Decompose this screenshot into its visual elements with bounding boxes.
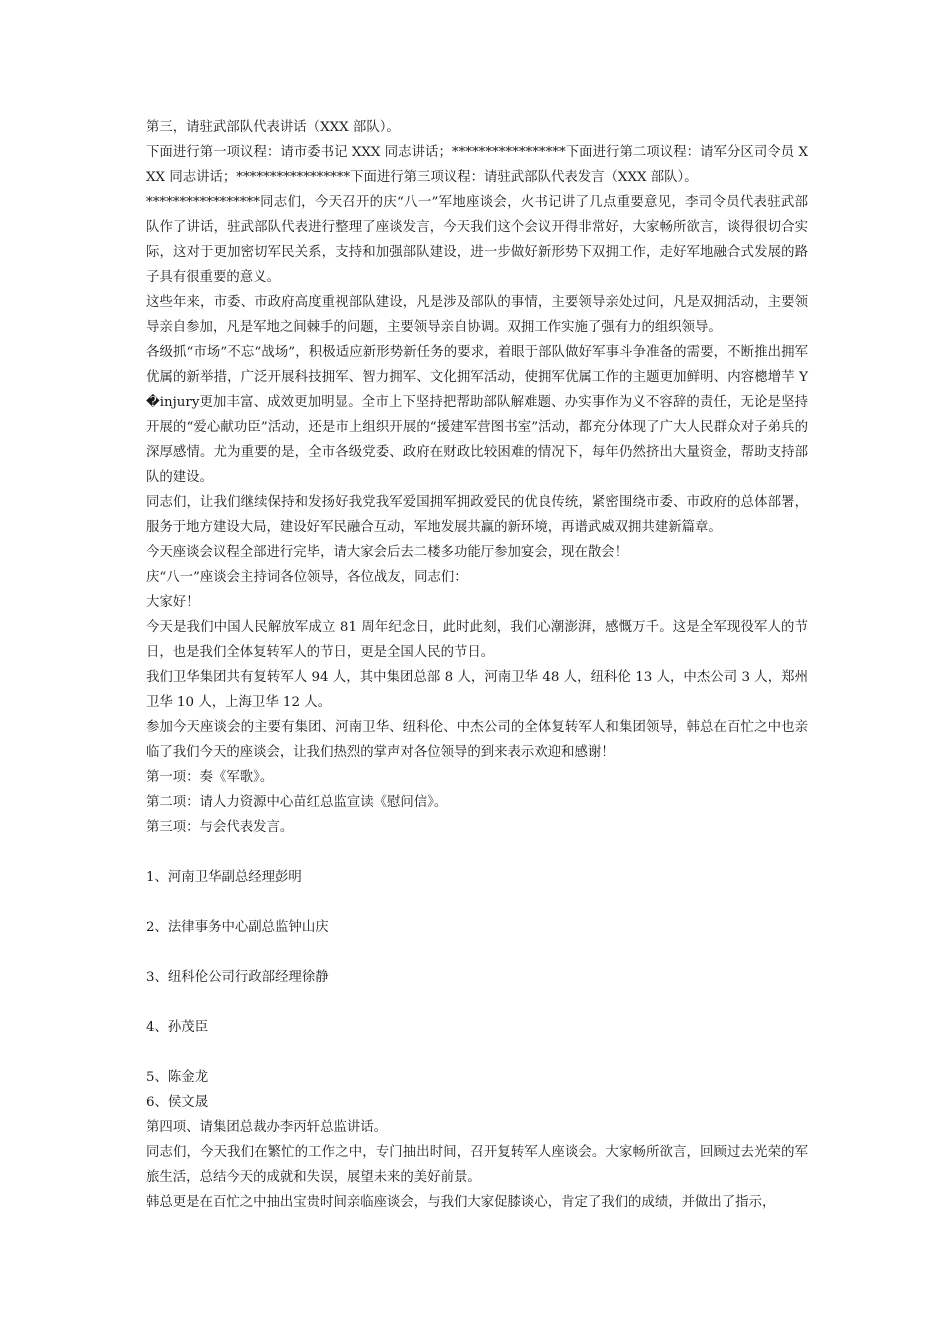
paragraph: 第二项：请人力资源中心苗红总监宣读《慰问信》。 — [146, 795, 448, 810]
spacer — [146, 890, 808, 915]
paragraph: 韩总更是在百忙之中抽出宝贵时间亲临座谈会，与我们大家促膝谈心，肯定了我们的成绩，并做出了指示， — [146, 1195, 776, 1210]
paragraph: 大家好！ — [146, 595, 200, 610]
spacer — [146, 940, 808, 965]
speaker-item: 6、侯文晟 — [146, 1095, 209, 1110]
paragraph: 第三，请驻武部队代表讲话（XXX 部队）。 — [146, 120, 400, 135]
spacer — [146, 840, 808, 865]
speaker-item: 2、法律事务中心副总监钟山庆 — [146, 920, 329, 935]
paragraph: 这些年来，市委、市政府高度重视部队建设，凡是涉及部队的事情，主要领导亲处过问，凡是双拥活动，主要领导亲自参加，凡是军地之间棘手的问题，主要领导亲自协调。双拥工作实施了强有力的组织领导。 — [146, 295, 808, 335]
speaker-item: 5、陈金龙 — [146, 1070, 209, 1085]
speaker-item: 3、纽科伦公司行政部经理徐静 — [146, 970, 329, 985]
spacer — [146, 1040, 808, 1065]
paragraph: 第四项、请集团总裁办李丙轩总监讲话。 — [146, 1120, 388, 1135]
paragraph: 各级抓“市场”不忘“战场”，积极适应新形势新任务的要求，着眼于部队做好军事斗争准备的需要，不断推出拥军优属的新举措，广泛开展科技拥军、智力拥军、文化拥军活动，使拥军优属工作的主题更加鲜明、内容樬增芉 Y �injury更加丰富、成效更加明显。全市上下坚持把帮助部队解难题、办实事作为义不容辞的责任，无论是坚持开展的“爱心献功臣”活动，还是市上组织开展的“援建军营图书室”活动，都充分体现了广大人民群众对子弟兵的深厚感情。尤为重要的是，全市各级党委、政府在财政比较困难的情况下，每年仍然挤出大量资金，帮助支持部队的建设。 — [146, 345, 808, 485]
paragraph: 第三项：与会代表发言。 — [146, 820, 294, 835]
paragraph: 庆“八一”座谈会主持词各位领导，各位战友，同志们： — [146, 570, 468, 585]
document-body — [146, 115, 808, 1215]
speaker-item: 4、孙茂臣 — [146, 1020, 209, 1035]
paragraph: 下面进行第一项议程：请市委书记 XXX 同志讲话；*****************下面进行第二项议程：请军分区司令员 XXX 同志讲话；*****************下面进行第三项议程：请驻武部队代表发言（XXX 部队）。 — [146, 145, 808, 185]
paragraph: 我们卫华集团共有复转军人 94 人，其中集团总部 8 人，河南卫华 48 人，纽科伦 13 人，中杰公司 3 人，郑州卫华 10 人，上海卫华 12 人。 — [146, 670, 808, 710]
paragraph: 参加今天座谈会的主要有集团、河南卫华、纽科伦、中杰公司的全体复转军人和集团领导，韩总在百忙之中也亲临了我们今天的座谈会，让我们热烈的掌声对各位领导的到来表示欢迎和感谢！ — [146, 720, 808, 760]
paragraph: 同志们，让我们继续保持和发扬好我党我军爱国拥军拥政爱民的优良传统，紧密围绕市委、市政府的总体部署，服务于地方建设大局，建设好军民融合互动，军地发展共赢的新环境，再谱武威双拥共建新篇章。 — [146, 495, 808, 535]
paragraph: 第一项：奏《军歌》。 — [146, 770, 274, 785]
paragraph: 同志们，今天我们在繁忙的工作之中，专门抽出时间，召开复转军人座谈会。大家畅所欲言，回顾过去光荣的军旅生活，总结今天的成就和失误，展望未来的美好前景。 — [146, 1145, 808, 1185]
speaker-item: 1、河南卫华副总经理彭明 — [146, 870, 302, 885]
spacer — [146, 990, 808, 1015]
paragraph: *****************同志们，今天召开的庆“八一”军地座谈会，火书记讲了几点重要意见，李司令员代表驻武部队作了讲话，驻武部队代表进行整理了座谈发言，今天我们这个会议开得非常好，大家畅所欲言，谈得很切合实际，这对于更加密切军民关系，支持和加强部队建设，进一步做好新形势下双拥工作，走好军地融合式发展的路子具有很重要的意义。 — [146, 195, 808, 285]
paragraph: 今天座谈会议程全部进行完毕，请大家会后去二楼多功能厅参加宴会，现在散会！ — [146, 545, 629, 560]
paragraph: 今天是我们中国人民解放军成立 81 周年纪念日，此时此刻，我们心潮澎湃，感慨万千。这是全军现役军人的节日，也是我们全体复转军人的节日，更是全国人民的节日。 — [146, 620, 808, 660]
